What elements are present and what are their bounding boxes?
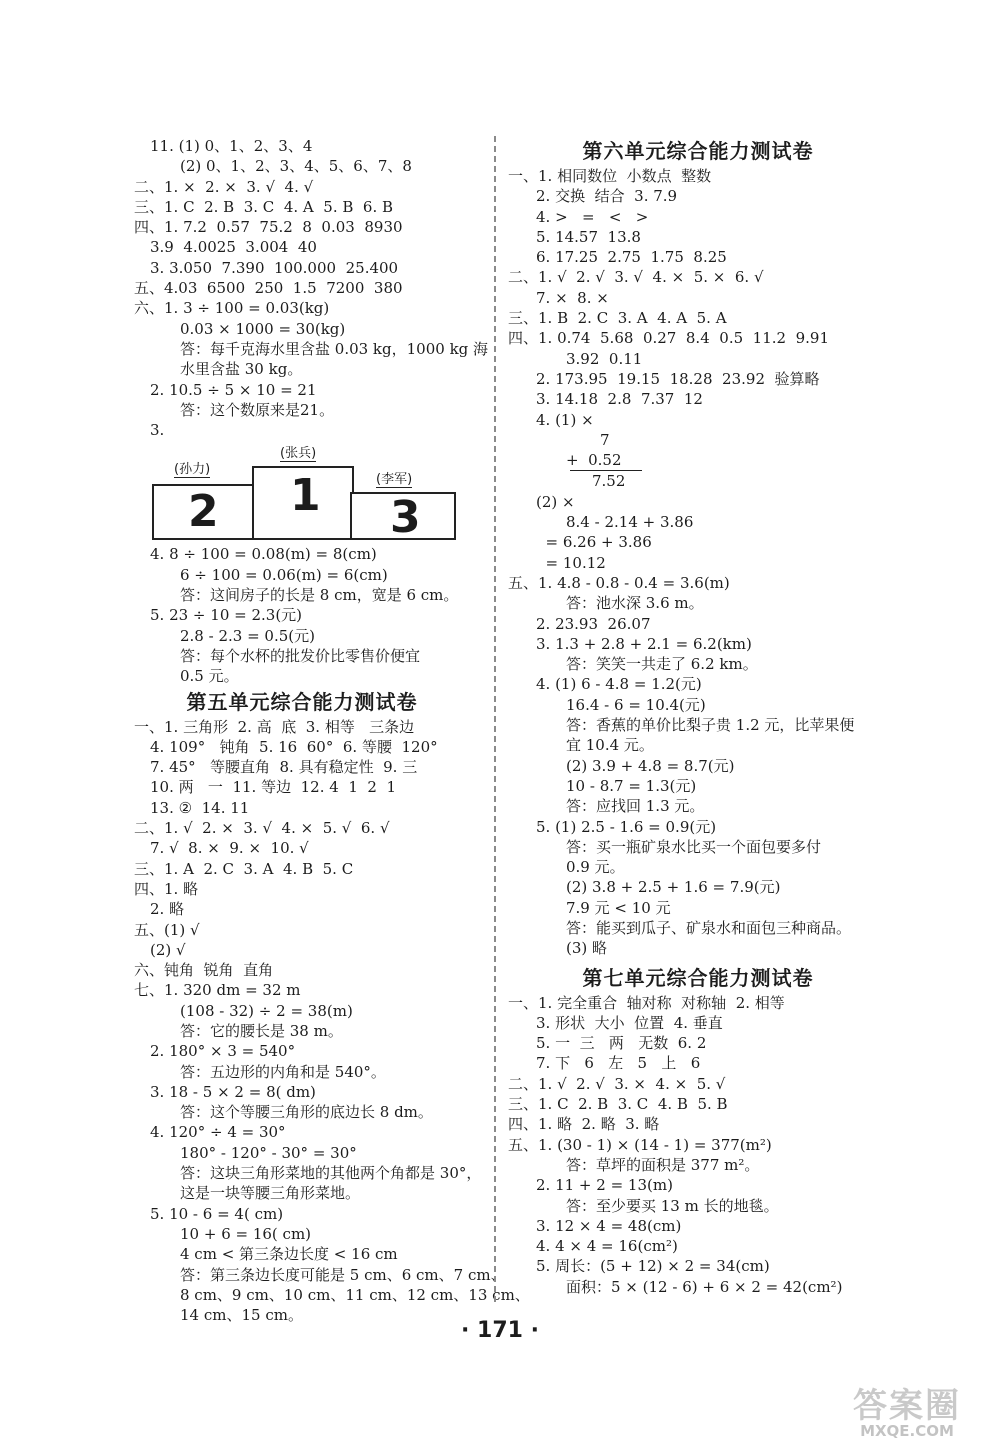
answer-line: 3. [150, 421, 165, 440]
watermark-logo [832, 1378, 982, 1440]
answer-line: 14 cm、15 cm。 [180, 1306, 303, 1325]
answer-line: = 10.12 [536, 553, 606, 572]
left-answers-part2 [122, 544, 482, 686]
answer-line: 16.4 - 6 = 10.4(元) [566, 695, 706, 714]
answer-line: 180° - 120° - 30° = 30° [180, 1143, 357, 1162]
answer-line: 0.9 元。 [566, 858, 625, 877]
answer-line: 4. (1) 6 - 4.8 = 1.2(元) [536, 675, 702, 694]
answer-line: 答：五边形的内角和是 540°。 [180, 1062, 386, 1081]
answer-line: 10. 两 一 11. 等边 12. 4 1 2 1 [150, 778, 397, 797]
answer-line: 二、1. × 2. × 3. √ 4. √ [134, 177, 314, 196]
answer-line: 3. 18 - 5 × 2 = 8( dm) [150, 1082, 316, 1101]
column-divider [494, 136, 496, 1302]
answer-line: 四、1. 0.74 5.68 0.27 8.4 0.5 11.2 9.91 [508, 329, 829, 348]
podium-name-second: (孙力) [174, 458, 210, 478]
watermark-logo-text: 答案圈 [853, 1386, 961, 1426]
answer-line: 一、1. 相同数位 小数点 整数 [508, 167, 712, 185]
answer-line: 4. (1) × [536, 410, 594, 429]
right-answers-part1 [508, 166, 888, 430]
answer-line: 7.9 元 < 10 元 [566, 898, 671, 917]
answer-line: 8 cm、9 cm、10 cm、11 cm、12 cm、13 cm、 [180, 1285, 530, 1304]
answer-line: 宜 10.4 元。 [566, 736, 654, 755]
answer-line: 七、1. 320 dm = 32 m [134, 981, 301, 1000]
answer-line: 5. 23 ÷ 10 = 2.3(元) [150, 606, 303, 625]
answer-line: 六、钝角 锐角 直角 [134, 961, 274, 980]
answer-line: 7. × 8. × [536, 288, 609, 307]
answer-line: 4. 4 × 4 = 16(cm²) [536, 1237, 678, 1256]
answer-line: 五、4.03 6500 250 1.5 7200 380 [134, 279, 403, 298]
answer-line: 6 ÷ 100 = 0.06(m) = 6(cm) [180, 565, 388, 584]
answer-line: 8.4 - 2.14 + 3.86 [566, 513, 694, 532]
answer-line: 4. 109° 钝角 5. 16 60° 6. 等腰 120° [150, 737, 438, 756]
vcalc-result: 7.52 [592, 472, 626, 491]
answer-line: = 6.26 + 3.86 [536, 533, 652, 552]
answer-line: 3. 14.18 2.8 7.37 12 [536, 390, 703, 409]
answer-line: 三、1. C 2. B 3. C 4. B 5. B [508, 1095, 728, 1114]
answer-line: (2) √ [150, 940, 186, 959]
answer-line: 4. 120° ÷ 4 = 30° [150, 1123, 286, 1142]
answer-line: (2) 0、1、2、3、4、5、6、7、8 [180, 157, 412, 176]
answer-line: 2. 11 + 2 = 13(m) [536, 1176, 673, 1195]
watermark-site: MXQE.COM [860, 1422, 954, 1440]
answer-line: 四、1. 略 [134, 879, 199, 898]
answer-line: 4 cm < 第三条边长度 < 16 cm [180, 1245, 398, 1264]
answer-line: 五、1. 4.8 - 0.8 - 0.4 = 3.6(m) [508, 573, 730, 592]
answer-line: (2) 3.9 + 4.8 = 8.7(元) [566, 756, 735, 775]
answer-line: 答：这块三角形菜地的其他两个角都是 30°， [180, 1164, 482, 1183]
answer-line: (108 - 32) ÷ 2 = 38(m) [180, 1001, 353, 1020]
answer-line: 答：应找回 1.3 元。 [566, 797, 705, 816]
answer-line: 7. 下 6 左 5 上 6 [536, 1054, 701, 1073]
answer-line: 答：每千克海水里含盐 0.03 kg，1000 kg 海 [180, 339, 489, 358]
answer-line: 4. 8 ÷ 100 = 0.08(m) = 8(cm) [150, 545, 377, 564]
podium-number-first: 1 [290, 470, 321, 522]
answer-line: 答：至少要买 13 m 长的地毯。 [566, 1196, 779, 1215]
left-answers-part3 [122, 717, 530, 1326]
answer-line: 答：第三条边长度可能是 5 cm、6 cm、7 cm、 [180, 1265, 506, 1284]
answer-line: 二、1. √ 2. √ 3. √ 4. × 5. × 6. √ [508, 268, 764, 287]
answer-line: 5. (1) 2.5 - 1.6 = 0.9(元) [536, 817, 717, 836]
answer-line: 7. √ 8. × 9. × 10. √ [150, 839, 309, 858]
answer-line: 2. 10.5 ÷ 5 × 10 = 21 [150, 380, 317, 399]
answer-line: 答：草坪的面积是 377 m²。 [566, 1155, 760, 1174]
answer-line: 3.92 0.11 [566, 349, 643, 368]
answer-line: 三、1. A 2. C 3. A 4. B 5. C [134, 859, 354, 878]
answer-line: 五、1. (30 - 1) × (14 - 1) = 377(m²) [508, 1135, 772, 1154]
answer-line: 这是一块等腰三角形菜地。 [180, 1184, 361, 1203]
unit5-title: 第五单元综合能力测试卷 [186, 689, 418, 714]
vertical-addition [508, 430, 888, 492]
page-number: · 171 · [461, 1318, 539, 1343]
right-answers-part3 [508, 993, 888, 1297]
left-answers-part1 [122, 136, 489, 440]
answer-line: 四、1. 略 2. 略 3. 略 [508, 1115, 660, 1134]
answer-line: 2. 略 [150, 900, 185, 919]
answer-line: 3. 3.050 7.390 100.000 25.400 [150, 258, 399, 277]
answer-line: 5. 一 三 两 无数 6. 2 [536, 1034, 707, 1053]
right-answers-part2 [508, 492, 888, 959]
podium-name-first: (张兵) [280, 442, 316, 462]
answer-line: 5. 周长：(5 + 12) × 2 = 34(cm) [536, 1257, 770, 1276]
vcalc-top: 7 [600, 430, 610, 449]
answer-line: 答：这个数原来是21。 [180, 400, 335, 419]
answer-line: 10 - 8.7 = 1.3(元) [566, 776, 697, 795]
answer-line: (3) 略 [566, 939, 608, 958]
answer-line: 答：香蕉的单价比梨子贵 1.2 元，比苹果便 [566, 716, 855, 735]
answer-line: 3. 12 × 4 = 48(cm) [536, 1216, 682, 1235]
answer-line: 答：能买到瓜子、矿泉水和面包三种商品。 [566, 918, 852, 937]
answer-line: 4. > = < > [536, 207, 649, 226]
answer-line: 三、1. B 2. C 3. A 4. A 5. A [508, 309, 727, 328]
answer-line: 水里含盐 30 kg。 [180, 360, 303, 379]
answer-line: 答：池水深 3.6 m。 [566, 594, 704, 613]
answer-line: 5. 14.57 13.8 [536, 227, 641, 246]
left-column [122, 136, 530, 1325]
podium-number-third: 3 [390, 492, 421, 544]
answer-line: (2) × [536, 492, 575, 511]
answer-line: 3. 1.3 + 2.8 + 2.1 = 6.2(km) [536, 634, 752, 653]
answer-line: 2. 交换 结合 3. 7.9 [536, 187, 678, 206]
vcalc-addend: + 0.52 [566, 451, 622, 470]
answer-line: 3.9 4.0025 3.004 40 [150, 238, 317, 257]
answer-line: 答：买一瓶矿泉水比买一个面包要多付 [566, 837, 822, 856]
answer-line: 二、1. √ 2. × 3. √ 4. × 5. √ 6. √ [134, 819, 390, 838]
right-column [508, 136, 888, 1297]
answer-line: 5. 10 - 6 = 4( cm) [150, 1204, 284, 1223]
answer-line: 2. 173.95 19.15 18.28 23.92 验算略 [536, 369, 820, 388]
unit7-title: 第七单元综合能力测试卷 [582, 965, 814, 990]
answer-line: 7. 45° 等腰直角 8. 具有稳定性 9. 三 [150, 758, 418, 777]
answer-line: 答：每个水杯的批发价比零售价便宜 [180, 646, 421, 665]
answer-line: 一、1. 三角形 2. 高 底 3. 相等 三条边 [134, 717, 415, 736]
answer-line: 2. 23.93 26.07 [536, 614, 651, 633]
answer-line: 6. 17.25 2.75 1.75 8.25 [536, 248, 727, 267]
answer-line: 13. ② 14. 11 [150, 798, 250, 817]
answer-line: 三、1. C 2. B 3. C 4. A 5. B 6. B [134, 197, 394, 216]
answer-line: 11. (1) 0、1、2、3、4 [150, 137, 313, 155]
answer-line: 二、1. √ 2. √ 3. × 4. × 5. √ [508, 1074, 726, 1093]
answer-line: 答：笑笑一共走了 6.2 km。 [566, 655, 758, 674]
answer-line: 0.03 × 1000 = 30(kg) [180, 319, 346, 338]
answer-line: 一、1. 完全重合 轴对称 对称轴 2. 相等 [508, 993, 785, 1012]
podium-number-second: 2 [188, 486, 219, 538]
answer-line: 六、1. 3 ÷ 100 = 0.03(kg) [134, 299, 330, 318]
answer-line: 答：这间房子的长是 8 cm，宽是 6 cm。 [180, 586, 459, 605]
answer-line: 0.5 元。 [180, 667, 239, 686]
answer-line: 面积：5 × (12 - 6) + 6 × 2 = 42(cm²) [566, 1277, 843, 1296]
answer-line: 五、(1) √ [134, 920, 200, 939]
answer-line: 四、1. 7.2 0.57 75.2 8 0.03 8930 [134, 218, 403, 237]
answer-line: 答：这个等腰三角形的底边长 8 dm。 [180, 1103, 433, 1122]
podium-name-third: (李军) [376, 468, 412, 488]
answer-line: 2.8 - 2.3 = 0.5(元) [180, 626, 315, 645]
podium-diagram [152, 442, 462, 542]
answer-line: 10 + 6 = 16( cm) [180, 1224, 312, 1243]
answer-line: (2) 3.8 + 2.5 + 1.6 = 7.9(元) [566, 878, 781, 897]
answer-line: 2. 180° × 3 = 540° [150, 1042, 296, 1061]
answer-line: 答：它的腰长是 38 m。 [180, 1021, 343, 1040]
answer-line: 3. 形状 大小 位置 4. 垂直 [536, 1013, 723, 1032]
unit6-title: 第六单元综合能力测试卷 [582, 139, 814, 163]
